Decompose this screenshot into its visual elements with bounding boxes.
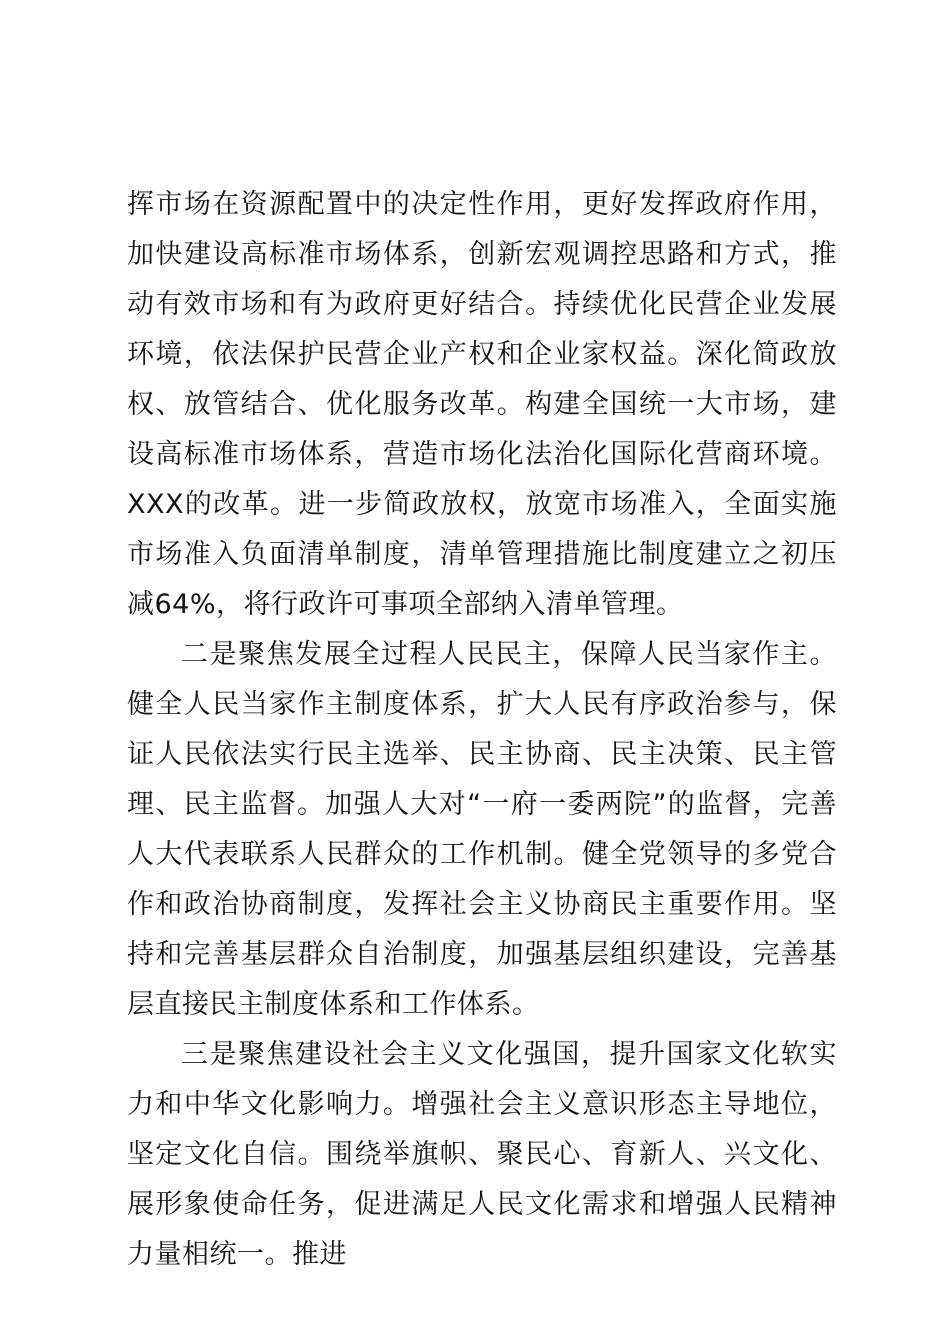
paragraph-continuation: 挥市场在资源配置中的决定性作用，更好发挥政府作用，加快建设高标准市场体系，创新宏观调控思路和方式，推动有效市场和有为政府更好结合。持续优化民营企业发展环境，依法保护民营企业产权和企业家权益。深化简政放权、放管结合、优化服务改革。构建全国统一大市场，建设高标准市场体系，营造市场化法治化国际化营商环境。XXX的改革。进一步简政放权，放宽市场准入，全面实施市场准入负面清单制度，清单管理措施比制度建立之初压减64%，将行政许可事项全部纳入清单管理。 <box>127 189 837 620</box>
paragraph-culture: 三是聚焦建设社会主义文化强国，提升国家文化软实力和中华文化影响力。增强社会主义意识形态主导地位，坚定文化自信。围绕举旗帜、聚民心、育新人、兴文化、展形象使命任务，促进满足人民文化需求和增强人民精神力量相统一。推进 <box>127 1039 837 1270</box>
paragraph-democracy: 二是聚焦发展全过程人民民主，保障人民当家作主。健全人民当家作主制度体系，扩大人民有序政治参与，保证人民依法实行民主选举、民主协商、民主决策、民主管理、民主监督。加强人大对“一府一委两院”的监督，完善人大代表联系人民群众的工作机制。健全党领导的多党合作和政治协商制度，发挥社会主义协商民主重要作用。坚持和完善基层群众自治制度，加强基层组织建设，完善基层直接民主制度体系和工作体系。 <box>127 639 837 1020</box>
document-body <box>127 180 837 1280</box>
